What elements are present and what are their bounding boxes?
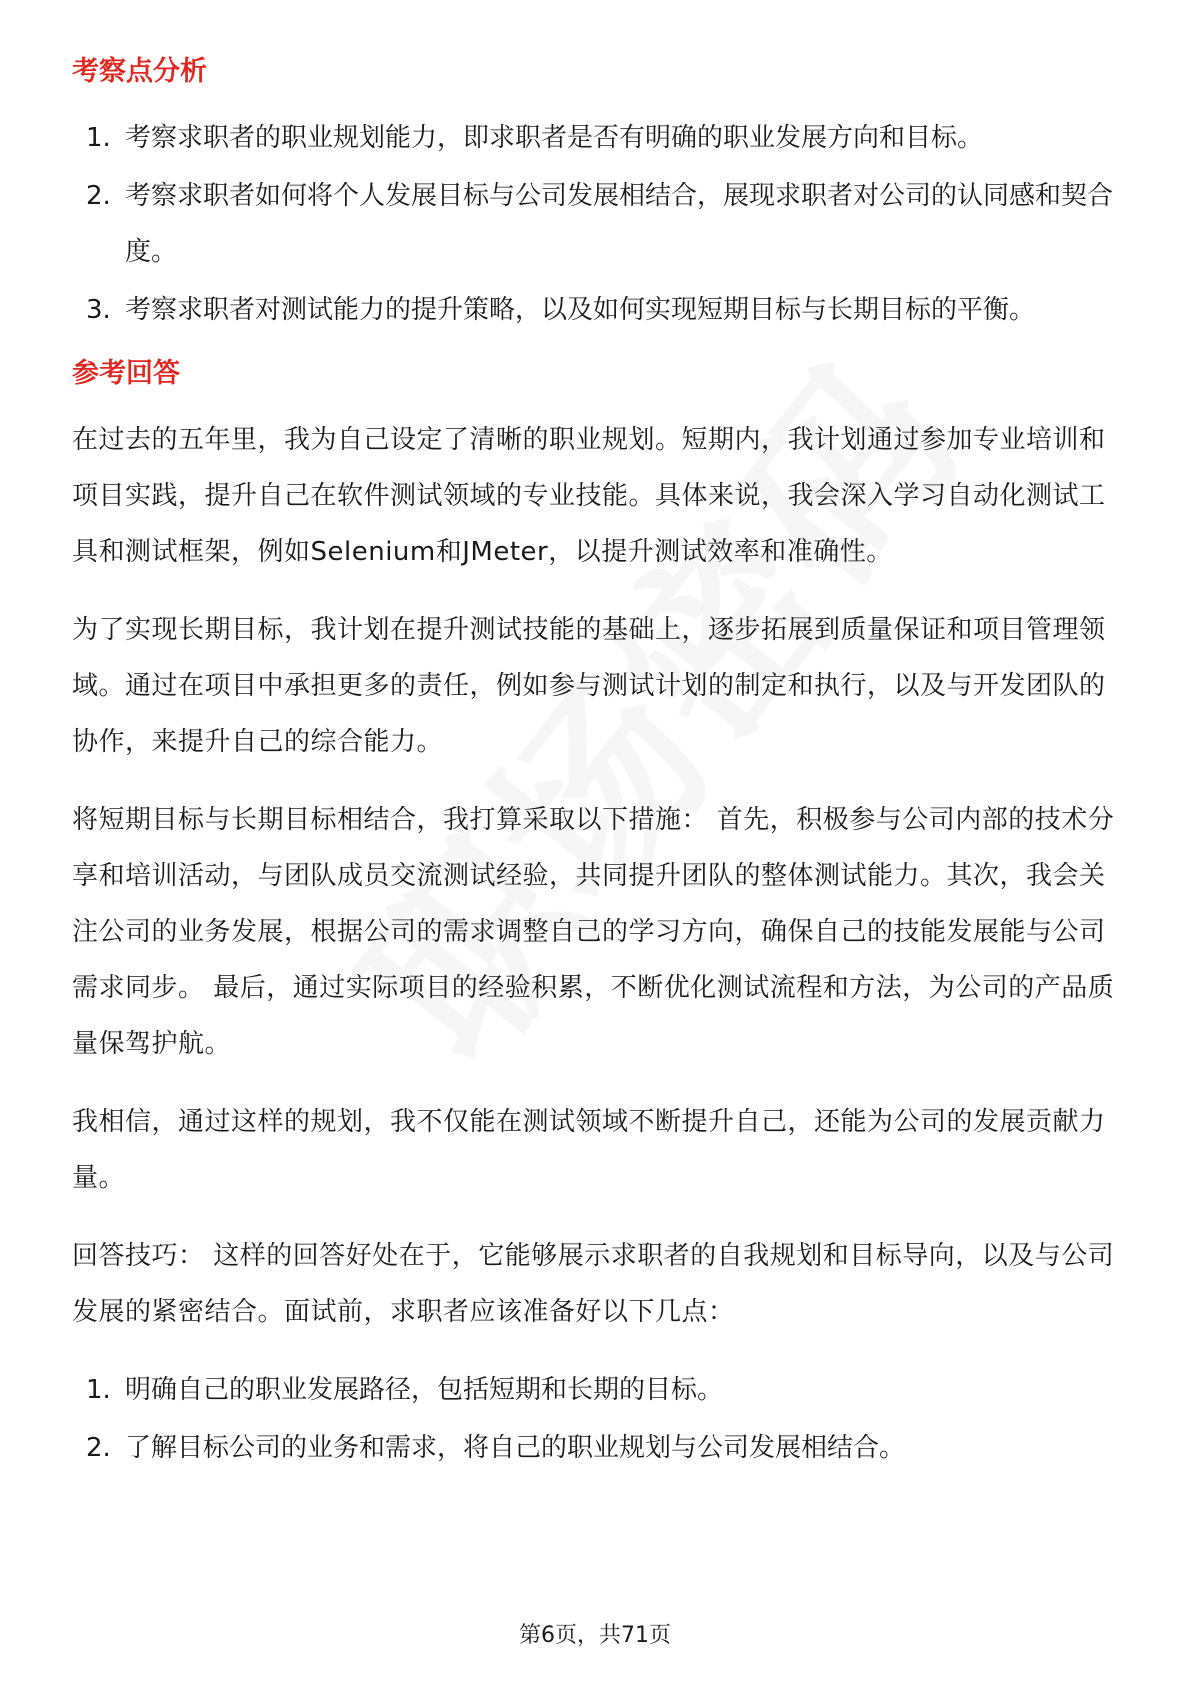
answer-paragraph: 为了实现长期目标，我计划在提升测试技能的基础上，逐步拓展到质量保证和项目管理领域。通过在项目中承担更多的责任，例如参与测试计划的制定和执行，以及与开发团队的协作，来提升自己的综合能力。 (72, 615, 1106, 757)
list-item (72, 110, 1122, 166)
answer-heading: 参考回答 (72, 358, 180, 389)
list-item-number: 3. (86, 295, 111, 325)
analysis-list (72, 110, 1122, 338)
answer-paragraph: 在过去的五年里，我为自己设定了清晰的职业规划。短期内，我计划通过参加专业培训和项目实践，提升自己在软件测试领域的专业技能。具体来说，我会深入学习自动化测试工具和测试框架，例如Selenium和JMeter，以提升测试效率和准确性。 (72, 425, 1106, 567)
list-item (72, 1420, 1122, 1476)
tips-list (72, 1362, 1122, 1476)
list-item-text: 考察求职者如何将个人发展目标与公司发展相结合，展现求职者对公司的认同感和契合度。 (125, 181, 1114, 267)
list-item-number: 2. (86, 1433, 111, 1463)
list-item-number: 1. (86, 1375, 111, 1405)
page-number: 第6页，共71页 (519, 1623, 671, 1648)
answer-paragraph: 我相信，通过这样的规划，我不仅能在测试领域不断提升自己，还能为公司的发展贡献力量。 (72, 1107, 1106, 1193)
list-item-text: 考察求职者对测试能力的提升策略，以及如何实现短期目标与长期目标的平衡。 (125, 295, 1036, 325)
list-item-text: 明确自己的职业发展路径，包括短期和长期的目标。 (125, 1375, 724, 1405)
list-item-number: 1. (86, 123, 111, 153)
analysis-heading: 考察点分析 (72, 56, 207, 87)
list-item-number: 2. (86, 181, 111, 211)
answer-paragraph: 将短期目标与长期目标相结合，我打算采取以下措施： 首先，积极参与公司内部的技术分享和培训活动，与团队成员交流测试经验，共同提升团队的整体测试能力。其次，我会关注公司的业务发展，根据公司的需求调整自己的学习方向，确保自己的技能发展能与公司需求同步。 最后，通过实际项目的经验积累，不断优化测试流程和方法，为公司的产品质量保驾护航。 (72, 805, 1115, 1059)
list-item-text: 了解目标公司的业务和需求，将自己的职业规划与公司发展相结合。 (125, 1433, 906, 1463)
tips-paragraph: 回答技巧： 这样的回答好处在于，它能够展示求职者的自我规划和目标导向，以及与公司发展的紧密结合。面试前，求职者应该准备好以下几点： (72, 1241, 1115, 1327)
list-item (72, 282, 1122, 338)
list-item-text: 考察求职者的职业规划能力，即求职者是否有明确的职业发展方向和目标。 (125, 123, 984, 153)
document-page (72, 36, 1122, 1490)
list-item (72, 1362, 1122, 1418)
list-item (72, 168, 1122, 280)
